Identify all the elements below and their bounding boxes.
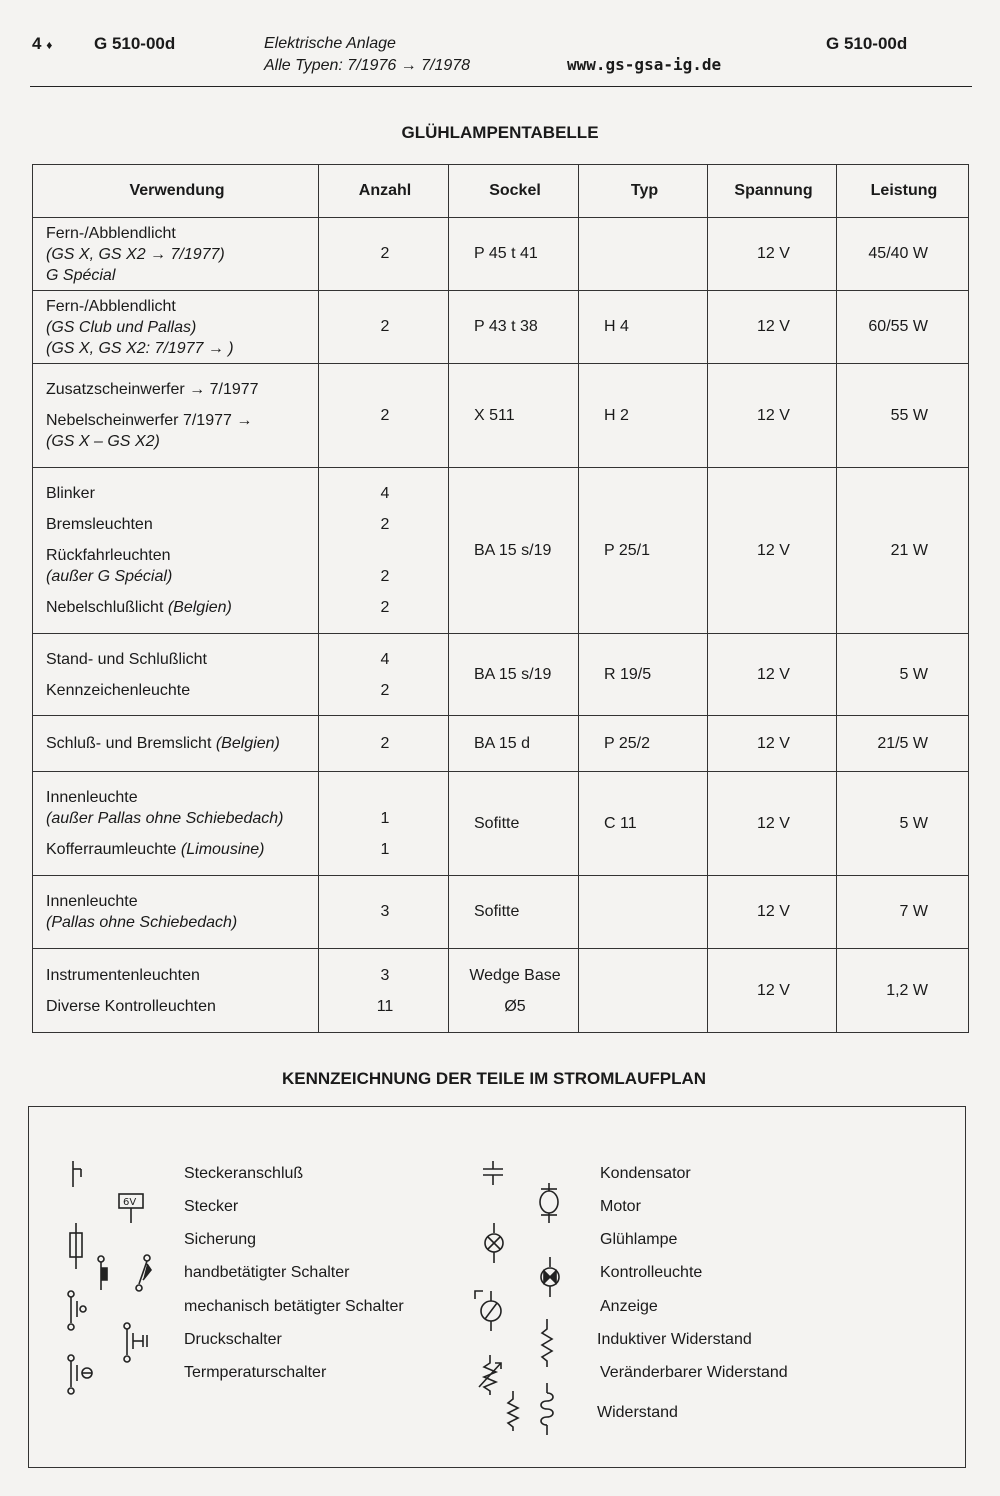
count-text: 2	[380, 568, 390, 585]
pressure-switch-icon	[121, 1321, 151, 1363]
count-text: 4	[380, 485, 390, 502]
use-text: (Belgien)	[167, 599, 232, 616]
use-text: Innenleuchte	[46, 789, 138, 806]
cell-use	[33, 634, 319, 716]
cell-count: 2	[319, 291, 449, 364]
cell-use	[33, 364, 319, 468]
plug-connection-icon	[67, 1159, 87, 1189]
header-rule	[30, 86, 972, 87]
cell-power: 21/5 W	[837, 716, 969, 772]
table-row	[33, 364, 969, 468]
cell-count	[319, 772, 449, 876]
legend-label: handbetätigter Schalter	[184, 1264, 350, 1281]
cell-use	[33, 468, 319, 634]
cell-voltage: 12 V	[708, 716, 837, 772]
cell-socket	[449, 949, 579, 1033]
use-text: Schluß- und Bremslicht	[46, 734, 212, 752]
use-text: (GS X, GS X2: 7/1977 → )	[46, 339, 234, 357]
cell-count	[319, 634, 449, 716]
col-header: Spannung	[708, 165, 837, 218]
cell-use	[33, 218, 319, 291]
variable-resistor-icon	[475, 1353, 505, 1397]
cell-power: 7 W	[837, 876, 969, 949]
legend-label: Veränderbarer Widerstand	[600, 1364, 788, 1381]
cell-voltage: 12 V	[708, 949, 837, 1033]
cell-type: C 11	[579, 772, 708, 876]
cell-power: 5 W	[837, 634, 969, 716]
cell-power: 45/40 W	[837, 218, 969, 291]
motor-icon	[537, 1181, 561, 1225]
legend-label: Glühlampe	[600, 1231, 678, 1248]
legend-label: mechanisch betätigter Schalter	[184, 1298, 404, 1315]
cell-socket: X 511	[449, 364, 579, 468]
use-text: (außer Pallas ohne Schiebedach)	[46, 810, 284, 827]
cell-voltage: 12 V	[708, 634, 837, 716]
count-text: 11	[376, 997, 394, 1015]
cell-count: 2	[319, 716, 449, 772]
cell-voltage: 12 V	[708, 772, 837, 876]
use-text: (Belgien)	[215, 734, 280, 752]
page-number-text: 4	[32, 34, 42, 53]
use-text: Blinker	[46, 485, 95, 502]
cell-socket: P 43 t 38	[449, 291, 579, 364]
table-row	[33, 218, 969, 291]
table-header-row	[33, 165, 969, 218]
use-text: Innenleuchte	[46, 893, 138, 910]
count-text: 4	[380, 650, 390, 668]
cell-type	[579, 218, 708, 291]
cell-voltage: 12 V	[708, 218, 837, 291]
cell-socket: BA 15 d	[449, 716, 579, 772]
cell-socket: Sofitte	[449, 876, 579, 949]
table-row	[33, 468, 969, 634]
cell-use	[33, 772, 319, 876]
col-header: Leistung	[837, 165, 969, 218]
mechanical-switch-icon	[65, 1289, 91, 1331]
use-text: Rückfahrleuchten	[46, 547, 171, 564]
legend-box	[28, 1106, 966, 1468]
use-text: Zusatzscheinwerfer → 7/1977	[46, 381, 259, 398]
cell-power: 21 W	[837, 468, 969, 634]
cell-count	[319, 468, 449, 634]
cell-type: P 25/1	[579, 468, 708, 634]
cell-type: P 25/2	[579, 716, 708, 772]
manual-switch-icon	[93, 1254, 117, 1294]
resistor-icon	[537, 1381, 557, 1437]
cell-socket: BA 15 s/19	[449, 468, 579, 634]
cell-type	[579, 876, 708, 949]
page-number	[32, 34, 52, 54]
cell-count: 2	[319, 218, 449, 291]
capacitor-icon	[481, 1159, 505, 1187]
cell-use	[33, 291, 319, 364]
legend-label: Kontrolleuchte	[600, 1264, 703, 1281]
resistor-icon	[505, 1389, 521, 1433]
subtitle-line1: Elektrische Anlage	[264, 35, 396, 52]
cell-type	[579, 949, 708, 1033]
indicator-lamp-icon	[539, 1255, 561, 1299]
cell-voltage: 12 V	[708, 468, 837, 634]
cell-type: R 19/5	[579, 634, 708, 716]
use-text: (GS X – GS X2)	[46, 433, 160, 450]
table-title: GLÜHLAMPENTABELLE	[401, 123, 599, 142]
cell-power: 60/55 W	[837, 291, 969, 364]
use-text: (GS Club und Pallas)	[46, 318, 197, 336]
cell-type: H 4	[579, 291, 708, 364]
count-text: 1	[380, 840, 390, 858]
legend-label: Steckeranschluß	[184, 1165, 304, 1182]
cell-type: H 2	[579, 364, 708, 468]
legend-label: Anzeige	[600, 1298, 658, 1315]
cell-power: 1,2 W	[837, 949, 969, 1033]
count-text: 2	[380, 599, 390, 616]
cell-use	[33, 876, 319, 949]
subtitle-line2: Alle Typen: 7/1976 → 7/1978	[264, 57, 471, 74]
cell-power: 55 W	[837, 364, 969, 468]
doc-id-right: G 510-00d	[826, 34, 908, 53]
table-row	[33, 634, 969, 716]
use-text: Nebelscheinwerfer 7/1977 →	[46, 412, 253, 429]
table-row	[33, 876, 969, 949]
use-text: Stand- und Schlußlicht	[46, 650, 207, 668]
use-text: Instrumentenleuchten	[46, 966, 200, 984]
col-header: Anzahl	[319, 165, 449, 218]
table-row	[33, 716, 969, 772]
legend-label: Motor	[600, 1198, 641, 1215]
legend-label: Druckschalter	[184, 1331, 282, 1348]
legend-title: KENNZEICHNUNG DER TEILE IM STROMLAUFPLAN	[281, 1069, 707, 1088]
col-header: Typ	[579, 165, 708, 218]
cell-use	[33, 949, 319, 1033]
use-text: (Pallas ohne Schiebedach)	[46, 914, 238, 931]
bulb-icon	[483, 1221, 505, 1265]
count-text: 3	[380, 966, 390, 984]
connector-icon-label: 6V	[123, 1197, 137, 1208]
legend-label: Sicherung	[184, 1231, 257, 1248]
count-text: 1	[380, 809, 390, 827]
cell-socket: Sofitte	[449, 772, 579, 876]
use-text: (außer G Spécial)	[46, 568, 173, 585]
socket-text: Wedge Base	[469, 966, 561, 984]
doc-id-left: G 510-00d	[94, 34, 176, 53]
cell-count: 3	[319, 876, 449, 949]
cell-power: 5 W	[837, 772, 969, 876]
table-row	[33, 291, 969, 364]
use-text: Diverse Kontrolleuchten	[46, 997, 216, 1015]
col-header: Verwendung	[33, 165, 319, 218]
fuse-icon	[67, 1221, 85, 1271]
use-text: (Limousine)	[180, 841, 265, 858]
table-row	[33, 949, 969, 1033]
legend-label: Induktiver Widerstand	[597, 1331, 752, 1348]
table-row	[33, 772, 969, 876]
use-text: Bremsleuchten	[46, 516, 153, 533]
use-text: G Spécial	[46, 266, 116, 284]
diamond-icon: ♦	[46, 38, 53, 52]
temperature-switch-icon	[65, 1353, 95, 1395]
use-text: Kofferraumleuchte	[46, 841, 177, 858]
cell-voltage: 12 V	[708, 364, 837, 468]
website-link[interactable]: www.gs-gsa-ig.de	[567, 55, 722, 74]
socket-text: Ø5	[504, 997, 526, 1015]
use-text: Kennzeichenleuchte	[46, 681, 191, 699]
gauge-icon	[473, 1289, 505, 1333]
cell-voltage: 12 V	[708, 291, 837, 364]
use-text: (GS X, GS X2 → 7/1977)	[46, 245, 225, 263]
cell-voltage: 12 V	[708, 876, 837, 949]
use-text: Fern-/Abblendlicht	[46, 297, 176, 315]
use-text: Fern-/Abblendlicht	[46, 224, 176, 242]
col-header: Sockel	[449, 165, 579, 218]
cell-count: 2	[319, 364, 449, 468]
connector-icon	[117, 1191, 147, 1225]
legend-label: Termperaturschalter	[184, 1364, 327, 1381]
use-text: Nebelschlußlicht	[46, 599, 164, 616]
cell-socket: P 45 t 41	[449, 218, 579, 291]
legend-label: Kondensator	[600, 1165, 691, 1182]
cell-use	[33, 716, 319, 772]
inductive-resistor-icon	[539, 1317, 555, 1369]
count-text: 2	[380, 681, 390, 699]
manual-switch-icon	[135, 1254, 155, 1294]
legend-label: Widerstand	[597, 1404, 678, 1421]
cell-count	[319, 949, 449, 1033]
legend-label: Stecker	[184, 1198, 239, 1215]
cell-socket: BA 15 s/19	[449, 634, 579, 716]
count-text: 2	[380, 516, 390, 533]
bulb-table	[32, 164, 969, 1033]
